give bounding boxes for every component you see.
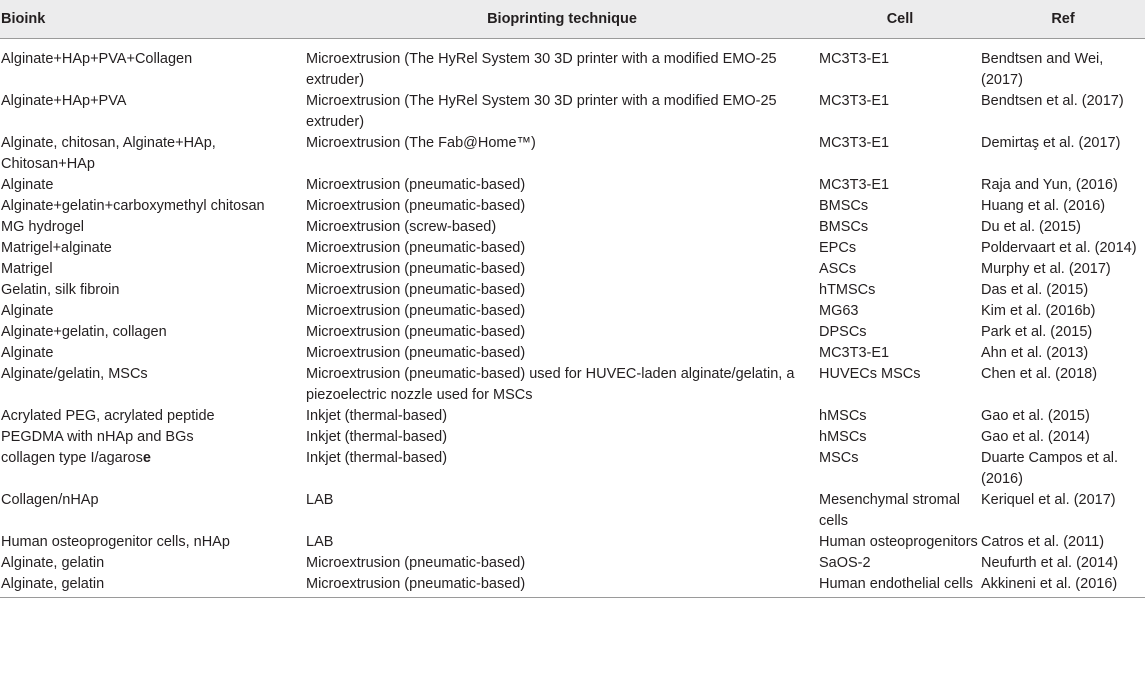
cell-cell: Mesenchymal stromal cells [819,492,961,529]
table-header [0,0,1145,39]
table-row [0,427,1145,448]
cell-cell: MG63 [819,303,859,319]
cell-ref: Bendtsen and Wei, (2017) [981,51,1104,88]
cell-bioink: Alginate, gelatin [1,555,105,571]
table-row [0,39,1145,92]
cell-technique: Microextrusion (pneumatic-based) [306,576,526,592]
cell-ref: Murphy et al. (2017) [981,261,1111,277]
cell-cell: BMSCs [819,219,869,235]
cell-cell: BMSCs [819,198,869,214]
header-technique: Bioprinting technique [305,0,819,39]
cell-bioink: Collagen/nHAp [1,492,99,508]
cell-cell: EPCs [819,240,857,256]
cell-technique: Inkjet (thermal-based) [306,408,448,424]
cell-ref: Raja and Yun, (2016) [981,177,1118,193]
cell-cell: Human endothelial cells [819,576,973,592]
cell-cell: MC3T3-E1 [819,51,890,67]
cell-bioink: Alginate [1,303,54,319]
table-row [0,322,1145,343]
table-row [0,133,1145,175]
cell-bioink: Alginate+gelatin+carboxymethyl chitosan [1,198,265,214]
cell-bioink: Alginate+HAp+PVA+Collagen [1,51,193,67]
cell-ref: Ahn et al. (2013) [981,345,1089,361]
cell-ref: Duarte Campos et al. (2016) [981,450,1119,487]
cell-bioink: Matrigel+alginate [1,240,112,256]
cell-bioink: PEGDMA with nHAp and BGs [1,429,194,445]
table-row [0,532,1145,553]
table-row [0,91,1145,133]
cell-technique: Microextrusion (pneumatic-based) [306,555,526,571]
cell-bioink: Alginate [1,177,54,193]
cell-bioink: Gelatin, silk fibroin [1,282,120,298]
cell-technique: LAB [306,534,334,550]
table-row [0,175,1145,196]
table-row [0,490,1145,532]
cell-bioink-text: collagen type I/agaros [1,450,143,466]
cell-bioink-bold-fragment: e [142,450,151,466]
cell-cell: hMSCs [819,429,867,445]
table-row [0,196,1145,217]
cell-bioink: Alginate, chitosan, Alginate+HAp, Chitosan+HAp [1,135,216,172]
header-row [0,0,1145,39]
cell-bioink: Alginate, gelatin [1,576,105,592]
cell-ref: Catros et al. (2011) [981,534,1105,550]
cell-technique: Microextrusion (pneumatic-based) [306,177,526,193]
cell-technique: Inkjet (thermal-based) [306,450,448,466]
cell-technique: Microextrusion (pneumatic-based) [306,303,526,319]
cell-cell: hTMSCs [819,282,876,298]
cell-ref: Demirtaş et al. (2017) [981,135,1121,151]
cell-technique: Microextrusion (The Fab@Home™) [306,135,536,151]
cell-bioink: Alginate [1,345,54,361]
cell-ref: Gao et al. (2015) [981,408,1090,424]
cell-ref: Gao et al. (2014) [981,429,1090,445]
cell-cell: HUVECs MSCs [819,366,921,382]
cell-cell: MC3T3-E1 [819,177,890,193]
table-row [0,217,1145,238]
header-cell: Cell [819,0,981,39]
cell-ref: Du et al. (2015) [981,219,1081,235]
header-bioink: Bioink [0,0,305,39]
cell-cell: MSCs [819,450,859,466]
cell-technique: Microextrusion (pneumatic-based) used for HUVEC-laden alginate/gelatin, a piezoelectric nozzle used for MSCs [306,366,795,403]
cell-bioink: Matrigel [1,261,53,277]
cell-technique: Microextrusion (pneumatic-based) [306,240,526,256]
cell-ref: Bendtsen et al. (2017) [981,93,1124,109]
table-row [0,259,1145,280]
cell-cell: hMSCs [819,408,867,424]
table-row [0,238,1145,259]
cell-cell: MC3T3-E1 [819,93,890,109]
table-row [0,448,1145,490]
cell-technique: Microextrusion (pneumatic-based) [306,345,526,361]
table-row [0,406,1145,427]
cell-cell: ASCs [819,261,857,277]
cell-ref: Kim et al. (2016b) [981,303,1096,319]
cell-ref: Chen et al. (2018) [981,366,1098,382]
cell-bioink: Alginate+gelatin, collagen [1,324,167,340]
cell-technique: Inkjet (thermal-based) [306,429,448,445]
cell-technique: LAB [306,492,334,508]
table-row [0,574,1145,597]
cell-bioink: MG hydrogel [1,219,85,235]
cell-ref: Poldervaart et al. (2014) [981,240,1137,256]
cell-technique: Microextrusion (pneumatic-based) [306,282,526,298]
cell-ref: Das et al. (2015) [981,282,1089,298]
table-row [0,343,1145,364]
cell-cell: Human osteoprogenitors [819,534,978,550]
cell-technique: Microextrusion (The HyRel System 30 3D printer with a modified EMO-25 extruder) [306,93,777,130]
header-ref: Ref [981,0,1145,39]
table-row [0,280,1145,301]
cell-cell: MC3T3-E1 [819,345,890,361]
cell-technique: Microextrusion (pneumatic-based) [306,261,526,277]
cell-ref: Akkineni et al. (2016) [981,576,1118,592]
cell-technique: Microextrusion (The HyRel System 30 3D printer with a modified EMO-25 extruder) [306,51,777,88]
cell-ref: Huang et al. (2016) [981,198,1106,214]
table-bottom-rule [0,597,1145,598]
table-row [0,553,1145,574]
cell-ref: Neufurth et al. (2014) [981,555,1119,571]
cell-cell: SaOS-2 [819,555,871,571]
cell-technique: Microextrusion (screw-based) [306,219,497,235]
cell-ref: Keriquel et al. (2017) [981,492,1116,508]
cell-technique: Microextrusion (pneumatic-based) [306,198,526,214]
cell-bioink: Alginate+HAp+PVA [1,93,127,109]
cell-ref: Park et al. (2015) [981,324,1093,340]
table-row [0,301,1145,322]
cell-bioink: Alginate/gelatin, MSCs [1,366,148,382]
cell-cell: MC3T3-E1 [819,135,890,151]
cell-cell: DPSCs [819,324,867,340]
cell-technique: Microextrusion (pneumatic-based) [306,324,526,340]
table-row [0,364,1145,406]
cell-bioink [0,448,305,490]
cell-bioink: Acrylated PEG, acrylated peptide [1,408,215,424]
table-body [0,39,1145,598]
cell-bioink: Human osteoprogenitor cells, nHAp [1,534,230,550]
